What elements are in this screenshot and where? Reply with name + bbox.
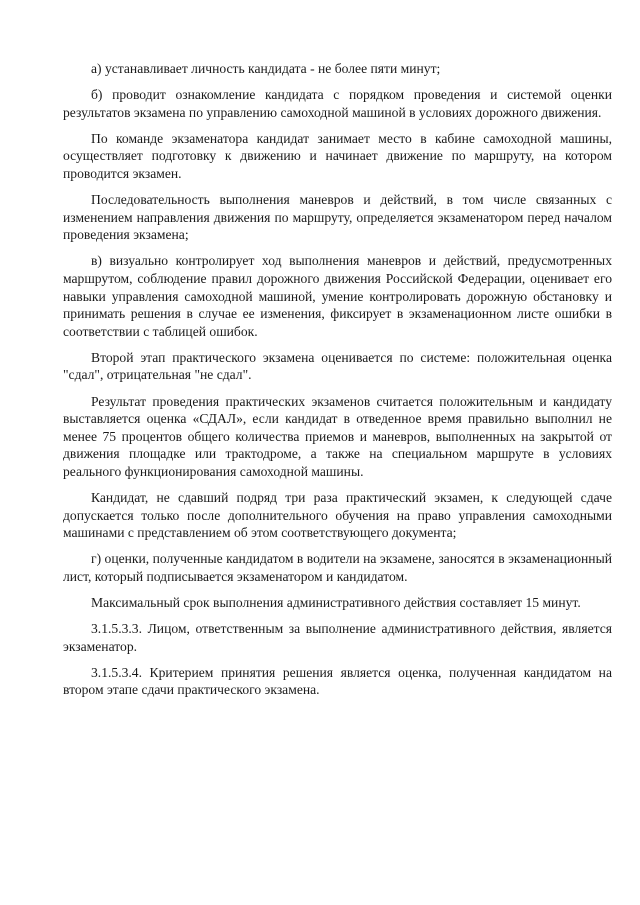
paragraph-start-route: По команде экзаменатора кандидат занимает место в кабине самоходной машины, осуществляет подготовку к движению и начинает движение по маршруту, на котором проводится экзамен. (63, 130, 612, 181)
document-body (63, 60, 612, 707)
paragraph-g-scores: г) оценки, полученные кандидатом в водители на экзамене, заносятся в экзаменационный лист, который подписывается экзаменатором и кандидатом. (63, 551, 612, 584)
paragraph-v-monitoring: в) визуально контролирует ход выполнения маневров и действий, предусмотренных маршрутом, соблюдение правил дорожного движения Российской Федерации, оценивает его навыки управления самоходной машиной, умение контролировать дорожную обстановку и принимать решения в случае ее изменения, фиксирует в экзаменационном листе ошибки в соответствии с таблицей ошибок. (63, 253, 612, 339)
paragraph-3-1-5-3-4: 3.1.5.3.4. Критерием принятия решения является оценка, полученная кандидатом на втором этапе сдачи практического экзамена. (63, 664, 612, 698)
paragraph-grading-system: Второй этап практического экзамена оценивается по системе: положительная оценка "сдал", отрицательная "не сдал". (63, 349, 612, 383)
paragraph-maneuver-sequence: Последовательность выполнения маневров и действий, в том числе связанных с изменением направления движения по маршруту, определяется экзаменатором перед началом проведения экзамена; (63, 192, 612, 243)
paragraph-pass-criteria: Результат проведения практических экзаменов считается положительным и кандидату выставляется оценка «СДАЛ», если кандидат в отведенное время правильно выполнил не менее 75 процентов общего количества приемов и маневров, выполненных на закрытой от движения площадке или трактодроме, а также на специальном маршруте в условиях реального функционирования самоходной машины. (63, 393, 612, 479)
paragraph-a-identity: а) устанавливает личность кандидата - не более пяти минут; (91, 61, 441, 76)
paragraph-retake-rule: Кандидат, не сдавший подряд три раза практический экзамен, к следующей сдаче допускается только после дополнительного обучения на право управления самоходными машинами с представлением об этом соответствующего документа; (63, 489, 612, 541)
paragraph-3-1-5-3-3: 3.1.5.3.3. Лицом, ответственным за выполнение административного действия, является экзаменатор. (63, 621, 612, 654)
paragraph-b-briefing: б) проводит ознакомление кандидата с порядком проведения и системой оценки результатов экзамена по управлению самоходной машиной в условиях дорожного движения. (63, 87, 612, 120)
paragraph-max-duration: Максимальный срок выполнения административного действия составляет 15 минут. (91, 594, 581, 610)
